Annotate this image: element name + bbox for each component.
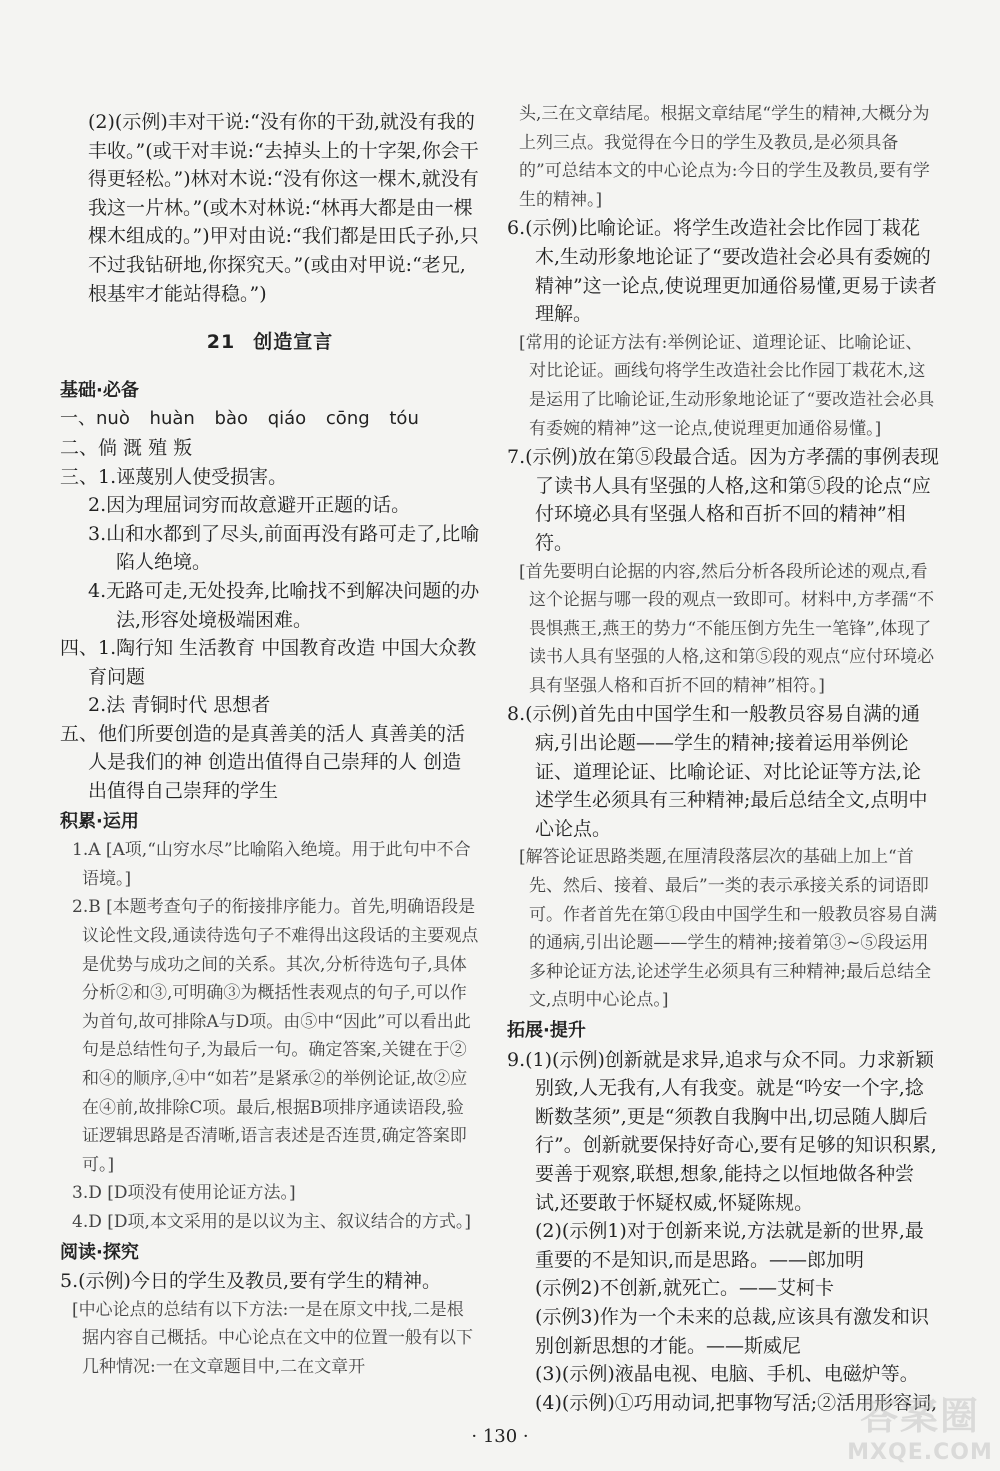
answer-item: 3.D [D项没有使用论证方法。] [72,1183,296,1204]
answer-note: 头,三在文章结尾。根据文章结尾“学生的精神,大概分为上列三点。我觉得在今日的学生及教员,是必须具备的”可总结本文的中心论点为:今日的学生及教员,要有学生的精神。] [519,104,930,210]
answer-note: [常用的论证方法有:举例论证、道理论证、比喻论证、对比论证。画线句将学生改造社会比作园丁栽花木,这是运用了比喻论证,生动形象地论证了“要改造社会必具有委婉的精神”这一论点,使说理更加通俗易懂。] [519,332,935,439]
answer-paragraph: (2)(示例)丰对干说:“没有你的干劲,就没有我的丰收。”(或干对丰说:“去掉头上的十字架,你会干得更轻松。”)林对木说:“没有你这一棵木,就没有我这一片林。”(或木对林说:“林再大都是由一棵棵木组成的。”)甲对由说:“我们都是田氏子孙,只不过我钻研地,你探究天。”(或由对甲说:“老兄,根基牢才能站得稳。”) [88,111,479,305]
watermark-url: MXQE.COM [847,1440,993,1465]
answer-item: 4.D [D项,本文采用的是以议为主、叙议结合的方式。] [72,1211,472,1232]
answer-item: (3)(示例)液晶电视、电脑、手机、电磁炉等。 [535,1363,919,1386]
answer-item: 2.B [本题考查句子的衔接排序能力。首先,明确语段是议论性文段,通读待选句子不难得出这段话的主要观点是优势与成功之间的关系。其次,分析待选句子,具体分析②和③,可明确③为概括性表观点的句子,可以作为首句,故可排除A与D项。由⑤中“因此”可以看出此句是总结性句子,为最后一句。确定答案,关键在于②和④的顺序,④中“如若”是紧承②的举例论证,故②应在④前,故排除C项。最后,根据B项排序通读语段,验证逻辑思路是否清晰,语言表述是否连贯,确定答案即可。] [72,897,479,1175]
answer-item: (4)(示例)①巧用动词,把事物写活;②活用形容词, [535,1391,938,1414]
left-column [60,108,480,1382]
answer-item: (示例2)不创新,就死亡。——艾柯卡 [535,1277,834,1300]
answer-item: 1.A [A项,“山穷水尽”比喻陷入绝境。用于此句中不合语境。] [72,840,471,889]
answer-item: 3.山和水都到了尽头,前面再没有路可走了,比喻陷人绝境。 [88,522,480,574]
answer-pinyin: 一、nuò huàn bào qiáo cōng tóu [60,408,419,430]
answer-item: 2.法 青铜时代 思想者 [88,694,271,717]
page-number: · 130 · [471,1426,529,1447]
answer-item: (2)(示例1)对于创新来说,方法就是新的世界,最重要的不是知识,而是思路。——郎加明 [535,1220,924,1271]
section-heading-reading: 阅读·探究 [60,1241,139,1263]
answer-note: [解答论证思路类题,在厘清段落层次的基础上加上“首先、然后、接着、最后”一类的表示承接关系的词语即可。作者首先在第①段由中国学生和一般教员容易自满的通病,引出论题——学生的精神;接着第③~⑤段运用多种论证方法,论述学生必须具有三种精神;最后总结全文,点明中心论点。] [519,847,937,1011]
answer-item: 三、1.诬蔑别人使受损害。 [60,465,288,488]
lesson-heading [60,328,480,357]
answer-item: (示例3)作为一个未来的总裁,应该具有激发和识别创新思想的才能。——斯威尼 [535,1305,929,1357]
answer-item: 6.(示例)比喻论证。将学生改造社会比作园丁栽花木,生动形象地论证了“要改造社会必具有委婉的精神”这一论点,使说理更加通俗易懂,更易于读者理解。 [507,217,937,326]
answer-item: 9.(1)(示例)创新就是求异,追求与众不同。力求新颖别致,人无我有,人有我变。就是“吟安一个字,捻断数茎须”,更是“须教自我胸中出,切忌随人脚后行”。创新就要保持好奇心,要有足够的知识积累,要善于观察,联想,想象,能持之以恒地做各种尝试,还要敢于怀疑权威,怀疑陈规。 [507,1048,937,1214]
lesson-title: 创造宣言 [253,331,334,354]
answer-item: 五、他们所要创造的是真善美的活人 真善美的活人是我们的神 创造出值得自己崇拜的人 创造出值得自己崇拜的学生 [60,722,466,803]
section-heading-extension: 拓展·提升 [507,1020,586,1041]
watermark-logo [847,1385,993,1465]
answer-item: 8.(示例)首先由中国学生和一般教员容易自满的通病,引出论题——学生的精神;接着运用举例论证、道理论证、比喻论证、对比论证等方法,论述学生必须具有三种精神;最后总结全文,点明中心论点。 [507,703,928,840]
answer-note: [中心论点的总结有以下方法:一是在原文中找,二是根据内容自己概括。中心论点在文中的位置一般有以下几种情况:一在文章题目中,二在文章开 [72,1299,473,1377]
right-column [507,100,939,1417]
answer-item: 四、1.陶行知 生活教育 中国教育改造 中国大众教育问题 [60,637,477,688]
answer-item: 7.(示例)放在第⑤段最合适。因为方孝孺的事例表现了读书人具有坚强的人格,这和第⑤段的论点“应付环境必具有坚强人格和百折不回的精神”相符。 [507,446,939,554]
answer-item: 2.因为理屈词穷而故意避开正题的话。 [88,494,411,517]
watermark-text: 答案圈 [859,1394,980,1438]
lesson-number: 21 [206,331,236,354]
answer-item: 5.(示例)今日的学生及教员,要有学生的精神。 [60,1270,441,1293]
section-heading-accumulate: 积累·运用 [60,810,139,832]
answer-characters: 二、倘 溉 殖 叛 [60,436,193,459]
answer-note: [首先要明白论据的内容,然后分析各段所论述的观点,看这个论据与哪一段的观点一致即可。材料中,方孝孺“不畏惧燕王,燕王的势力“不能压倒方先生一笔锋”,体现了读书人具有坚强的人格,这和第⑤段的观点“应付环境必具有坚强人格和百折不回的精神”相符。] [519,561,935,696]
answer-item: 4.无路可走,无处投奔,比喻找不到解决问题的办法,形容处境极端困难。 [88,579,480,631]
section-heading-basics: 基础·必备 [60,379,139,401]
